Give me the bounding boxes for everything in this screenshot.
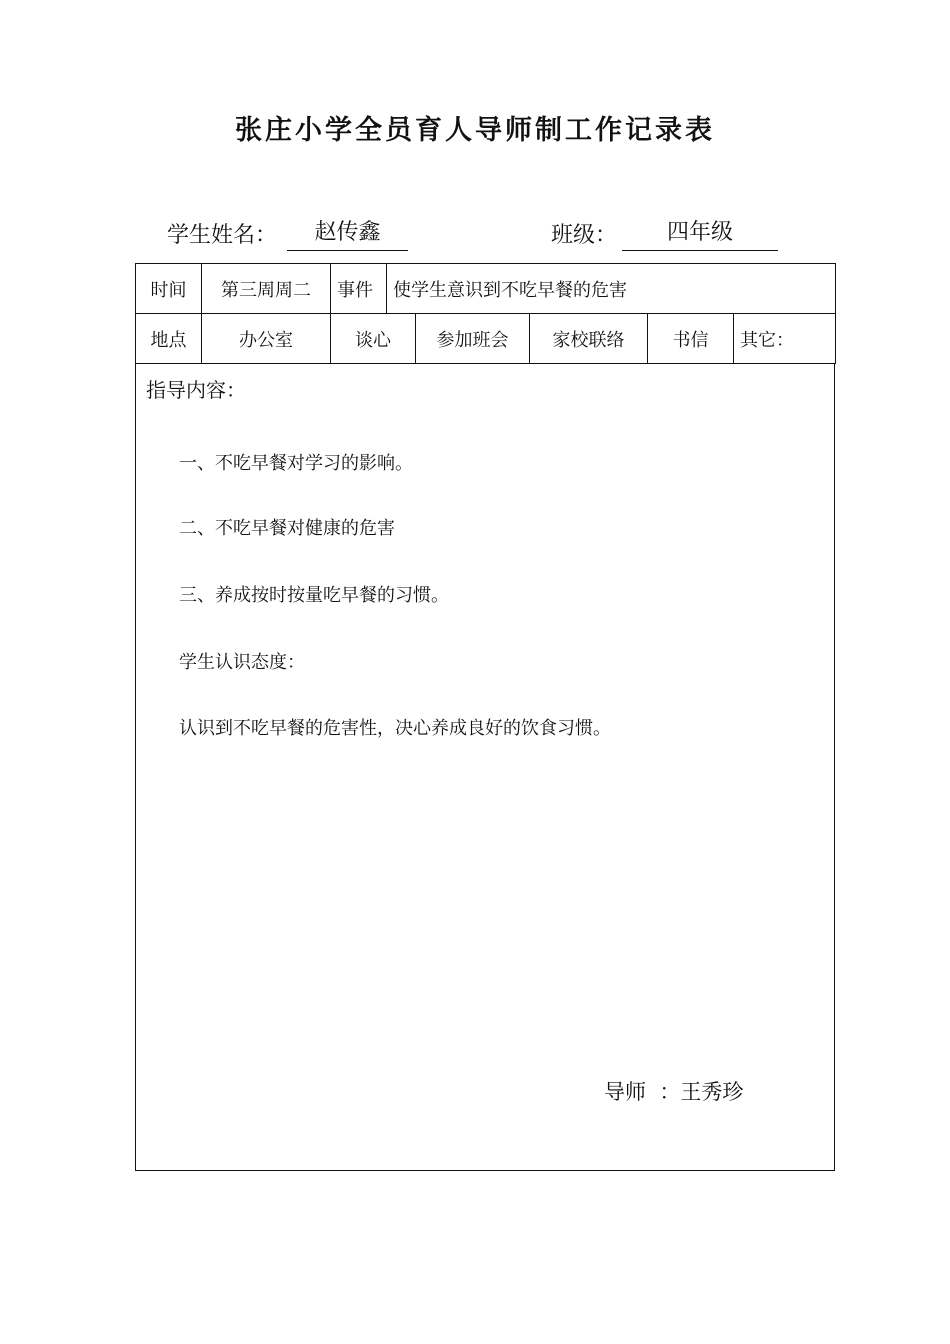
table-row	[136, 314, 836, 364]
place-value: 办公室	[202, 314, 331, 364]
student-name-label: 学生姓名：	[167, 223, 278, 248]
option-letter: 书信	[648, 314, 734, 364]
page-title: 张庄小学全员育人导师制工作记录表	[235, 115, 715, 146]
tutor-label: 导师 ：	[604, 1080, 681, 1104]
guidance-heading: 指导内容：	[146, 378, 246, 402]
tutor-name: 王秀珍	[680, 1080, 744, 1104]
event-label: 事件	[331, 264, 387, 314]
student-attitude-text: 认识到不吃早餐的危害性，决心养成良好的饮食习惯。	[179, 718, 611, 739]
option-home-school-contact: 家校联络	[530, 314, 648, 364]
student-attitude-label: 学生认识态度：	[179, 652, 305, 673]
student-name-value: 赵传鑫	[287, 218, 408, 251]
place-label: 地点	[136, 314, 202, 364]
guidance-line-2: 二、不吃早餐对健康的危害	[179, 518, 395, 539]
time-value: 第三周周二	[202, 264, 331, 314]
option-class-meeting: 参加班会	[416, 314, 530, 364]
record-table	[135, 263, 836, 364]
guidance-content-box	[135, 364, 835, 1171]
guidance-line-3: 三、养成按时按量吃早餐的习惯。	[179, 585, 449, 606]
event-value: 使学生意识到不吃早餐的危害	[387, 264, 836, 314]
guidance-line-1: 一、不吃早餐对学习的影响。	[179, 453, 413, 474]
time-label: 时间	[136, 264, 202, 314]
option-talk: 谈心	[331, 314, 416, 364]
table-row	[136, 264, 836, 314]
class-value: 四年级	[622, 218, 778, 251]
tutor-signature	[604, 1076, 743, 1106]
option-other: 其它：	[734, 314, 836, 364]
class-label: 班级：	[551, 223, 618, 248]
